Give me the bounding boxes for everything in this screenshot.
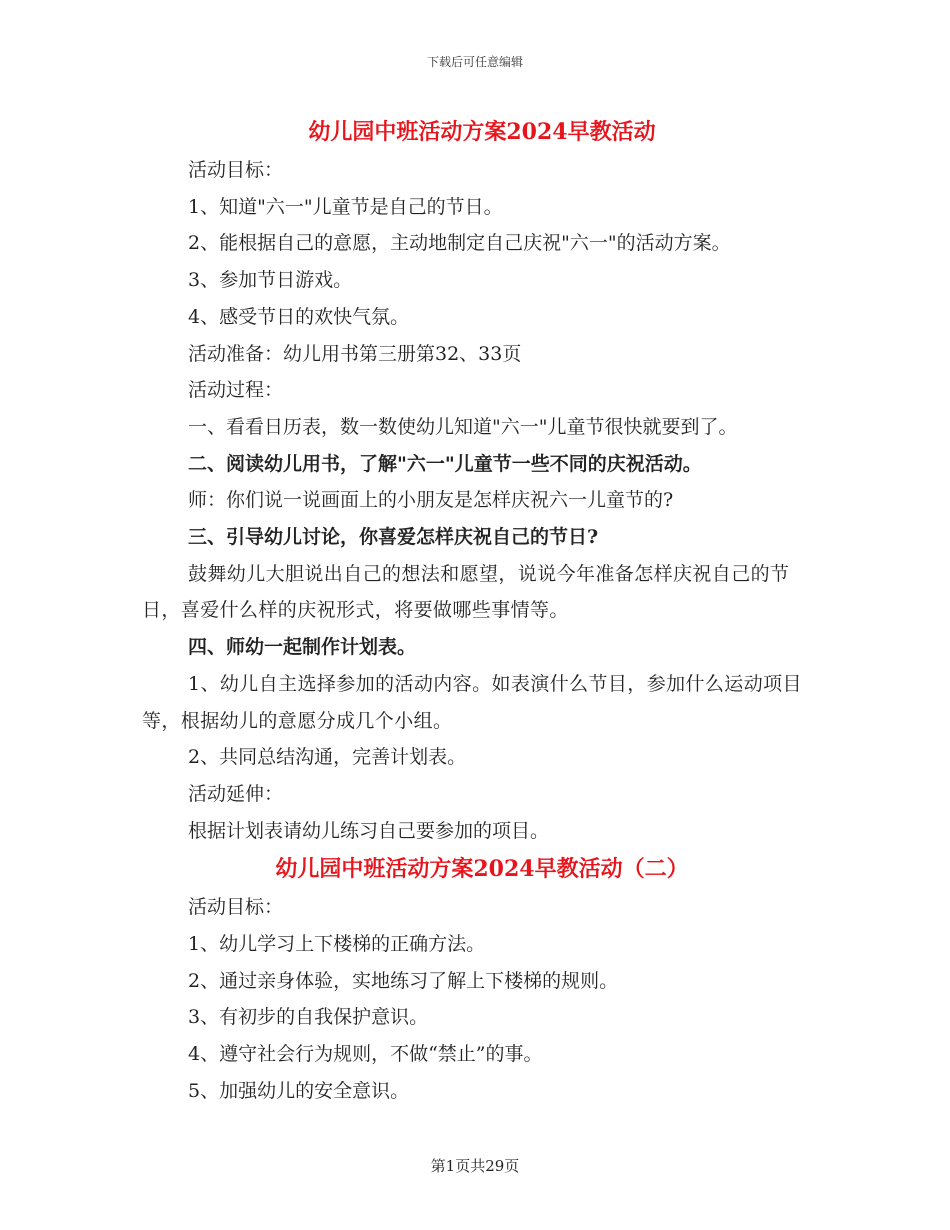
page-footer: 第1页共29页 xyxy=(430,1157,520,1175)
section1-goals-label: 活动目标： xyxy=(188,159,284,181)
section2-goal-5: 5、加强幼儿的安全意识。 xyxy=(188,1079,410,1102)
section1-extension-label: 活动延伸： xyxy=(188,782,284,805)
section1-encourage-paragraph: 鼓舞幼儿大胆说出自己的想法和愿望，说说今年准备怎样庆祝自己的节日，喜爱什么样的庆祝形式，将要做哪些事情等。 xyxy=(142,562,790,622)
section1-goal-4: 4、感受节日的欢快气氛。 xyxy=(188,305,410,328)
section1-sub-2: 2、共同总结沟通，完善计划表。 xyxy=(188,746,467,769)
section1-goal-3: 3、参加节日游戏。 xyxy=(188,269,353,292)
section2-title: 幼儿园中班活动方案2024早教活动（二） xyxy=(275,856,689,883)
section1-goal-1: 1、知道"六一"儿童节是自己的节日。 xyxy=(188,195,503,218)
section1-step-3: 三、引导幼儿讨论，你喜爱怎样庆祝自己的节日? xyxy=(188,526,599,549)
section1-title: 幼儿园中班活动方案2024早教活动 xyxy=(308,119,656,145)
section2-goal-2: 2、通过亲身体验，实地练习了解上下楼梯的规则。 xyxy=(188,969,619,992)
section1-extension: 根据计划表请幼儿练习自己要参加的项目。 xyxy=(188,819,550,842)
section1-goal-2: 2、能根据自己的意愿，主动地制定自己庆祝"六一"的活动方案。 xyxy=(188,232,731,255)
page-header-note: 下载后可任意编辑 xyxy=(426,55,523,69)
section1-process-label: 活动过程： xyxy=(188,379,284,402)
section1-step-1: 一、看看日历表，数一数使幼儿知道"六一"儿童节很快就要到了。 xyxy=(188,415,738,438)
section1-sub-1: 1、幼儿自主选择参加的活动内容。如表演什么节目，参加什么运动项目等，根据幼儿的意愿分成几个小组。 xyxy=(142,672,802,732)
section1-prep: 活动准备：幼儿用书第三册第32、33页 xyxy=(188,342,522,365)
section2-goal-1: 1、幼儿学习上下楼梯的正确方法。 xyxy=(188,933,486,956)
section2-goal-3: 3、有初步的自我保护意识。 xyxy=(188,1006,429,1029)
section1-step-4: 四、师幼一起制作计划表。 xyxy=(188,636,417,659)
section2-goals-label: 活动目标： xyxy=(188,896,284,919)
section1-step-2: 二、阅读幼儿用书，了解"六一"儿童节一些不同的庆祝活动。 xyxy=(188,452,702,475)
document-body xyxy=(142,112,822,1110)
section2-goal-4: 4、遵守社会行为规则，不做“禁止”的事。 xyxy=(188,1043,543,1066)
section1-teacher-question: 师：你们说一说画面上的小朋友是怎样庆祝六一儿童节的? xyxy=(188,489,674,512)
